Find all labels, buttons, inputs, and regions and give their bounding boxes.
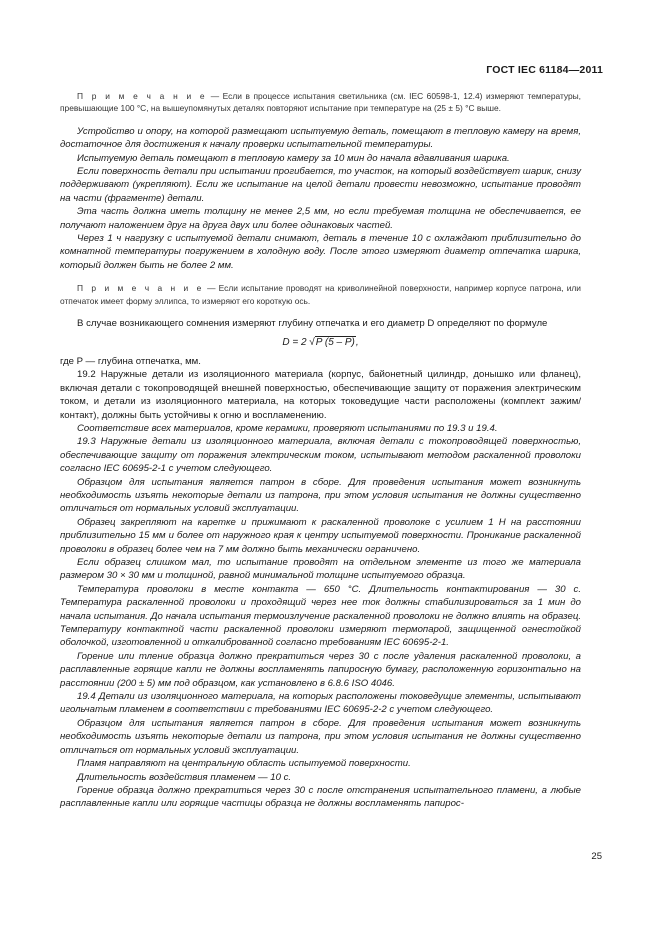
paragraph: 19.4 Детали из изоляционного материала, на которых расположены токоведущие элементы, испытывают игольчатым пламенем в соответствии с требованиями IEC 60695-2-2 с учетом следующего. <box>60 691 581 716</box>
paragraph: Если образец слишком мал, то испытание проводят на отдельном элементе из того же материала размером 30 × 30 мм и толщиной, равной минимальной толщине испытуемого образца. <box>60 557 581 582</box>
paragraph: Длительность воздействия пламенем — 10 с. <box>77 771 292 783</box>
note-label: П р и м е ч а н и е <box>77 283 204 294</box>
paragraph: Образцом для испытания является патрон в сборе. Для проведения испытания может возникнуть необходимость изъять некоторые детали из патрона, при этом условия испытания не должны существенно отличаться от нормальных условий эксплуатации. <box>60 476 581 515</box>
page-number: 25 <box>591 851 602 862</box>
formula-arg: P (5 – P) <box>315 336 355 348</box>
paragraph: Соответствие всех материалов, кроме керамики, проверяют испытаниями по 19.3 и 19.4. <box>77 422 498 434</box>
paragraph: Эта часть должна иметь толщину не менее 2,5 мм, но если требуемая толщина не обеспечивается, ее получают наложением друг на друга двух или более одинаковых частей. <box>60 206 581 231</box>
note-text: — Если в процессе испытания светильника (см. IEC 60598-1, 12.4) измеряют температуры, превышающие 100 °С, на вышеупомянутых деталях повторяют испытание при температуре на (25 ± 5) °С выше. <box>60 91 581 114</box>
note-text: — Если испытание проводят на криволинейной поверхности, например корпусе патрона, или отпечаток имеет форму эллипса, то измеряют его короткую ось. <box>60 283 581 306</box>
paragraph: Температура проволоки в месте контакта — 650 °С. Длительность контактирования — 30 с. Температура раскаленной проволоки и проходящий через нее ток должны стабилизироваться за 1 мин до начала испытания. До начала испытания термоизлучение раскаленной проволоки не должно влиять на образец. Температуру контактной части раскаленной проволоки измеряют термопарой, защищенной огнестойкой оболочкой, изготовленной и откалиброванной согласно требованиям IEC 60695-2-1. <box>60 583 581 649</box>
paragraph: Горение или тление образца должно прекратиться через 30 с после удаления раскаленной проволоки, а расплавленные горящие капли не должны воспламенять папиросную бумагу, расположенную горизонтально на расстоянии (200 ± 5) мм под образцом, как установлено в 6.8.6 ISO 4046. <box>60 650 581 689</box>
paragraph-group-b <box>60 368 581 810</box>
note-label: П р и м е ч а н и е <box>77 91 208 101</box>
document-header: ГОСТ IEC 61184—2011 <box>486 64 603 76</box>
paragraph: Испытуемую деталь помещают в тепловую камеру за 10 мин до начала вдавливания шарика. <box>77 152 510 164</box>
paragraph-where: где P — глубина отпечатка, мм. <box>60 355 201 367</box>
paragraph: 19.2 Наружные детали из изоляционного материала (корпус, байонетный цилиндр, донышко или фланец), включая детали с токопроводящей внешней поверхностью, обеспечивающие защиту от поражения электрическим током, и детали из изоляционного материала, на которых токоведущие части расположены (комплект зажим/контакт), должны быть устойчивы к огню и воспламенению. <box>60 369 581 421</box>
paragraph: Образцом для испытания является патрон в сборе. Для проведения испытания может возникнуть необходимость изъять некоторые детали из патрона, при этом условия испытания не должны существенно отличаться от нормальных условий эксплуатации. <box>60 717 581 756</box>
paragraph: Горение образца должно прекратиться через 30 с после отстранения испытательного пламени, а любые расплавленные капли или горящие частицы образца не должны воспламенять папирос- <box>60 784 581 810</box>
page-body <box>60 90 581 811</box>
formula-lhs: D = 2 <box>282 336 307 348</box>
formula <box>60 336 581 349</box>
note-2 <box>60 282 581 307</box>
paragraph: Образец закрепляют на каретке и прижимают к раскаленной проволоке с усилием 1 Н на расстоянии приблизительно 15 мм и более от наружного края к центру испытуемой поверхности. Проникание раскаленной проволоки в образец более чем на 7 мм должно быть механически ограничено. <box>60 516 581 555</box>
paragraph: Пламя направляют на центральную область испытуемой поверхности. <box>77 758 411 770</box>
formula-tail: , <box>355 336 359 348</box>
paragraph: Устройство и опору, на которой размещают испытуемую деталь, помещают в тепловую камеру на время, достаточное для достижения к началу проверки испытательной температуры. <box>60 125 581 151</box>
paragraph-group-a <box>60 125 581 272</box>
paragraph: Если поверхность детали при испытании прогибается, то участок, на который воздействует шарик, снизу поддерживают (укрепляют). Если же испытание на целой детали провести невозможно, испытание проводят на части (фрагменте) детали. <box>60 166 581 204</box>
paragraph: 19.3 Наружные детали из изоляционного материала, включая детали с токопроводящей поверхностью, обеспечивающие защиту от поражения электрическим током, испытывают методом раскаленной проволоки согласно IEC 60695-2-1 с учетом следующего. <box>60 436 581 475</box>
paragraph: Через 1 ч нагрузку с испытуемой детали снимают, деталь в течение 10 с охлаждают приблизительно до комнатной температуры погружением в холодную воду. После этого измеряют диаметр отпечатка шарика, который должен быть не более 2 мм. <box>60 233 581 271</box>
paragraph-doubt: В случае возникающего сомнения измеряют глубину отпечатка и его диаметр D определяют по формуле <box>77 318 548 330</box>
note-1 <box>60 90 581 115</box>
sqrt-symbol: √P (5 – P) <box>309 336 355 348</box>
